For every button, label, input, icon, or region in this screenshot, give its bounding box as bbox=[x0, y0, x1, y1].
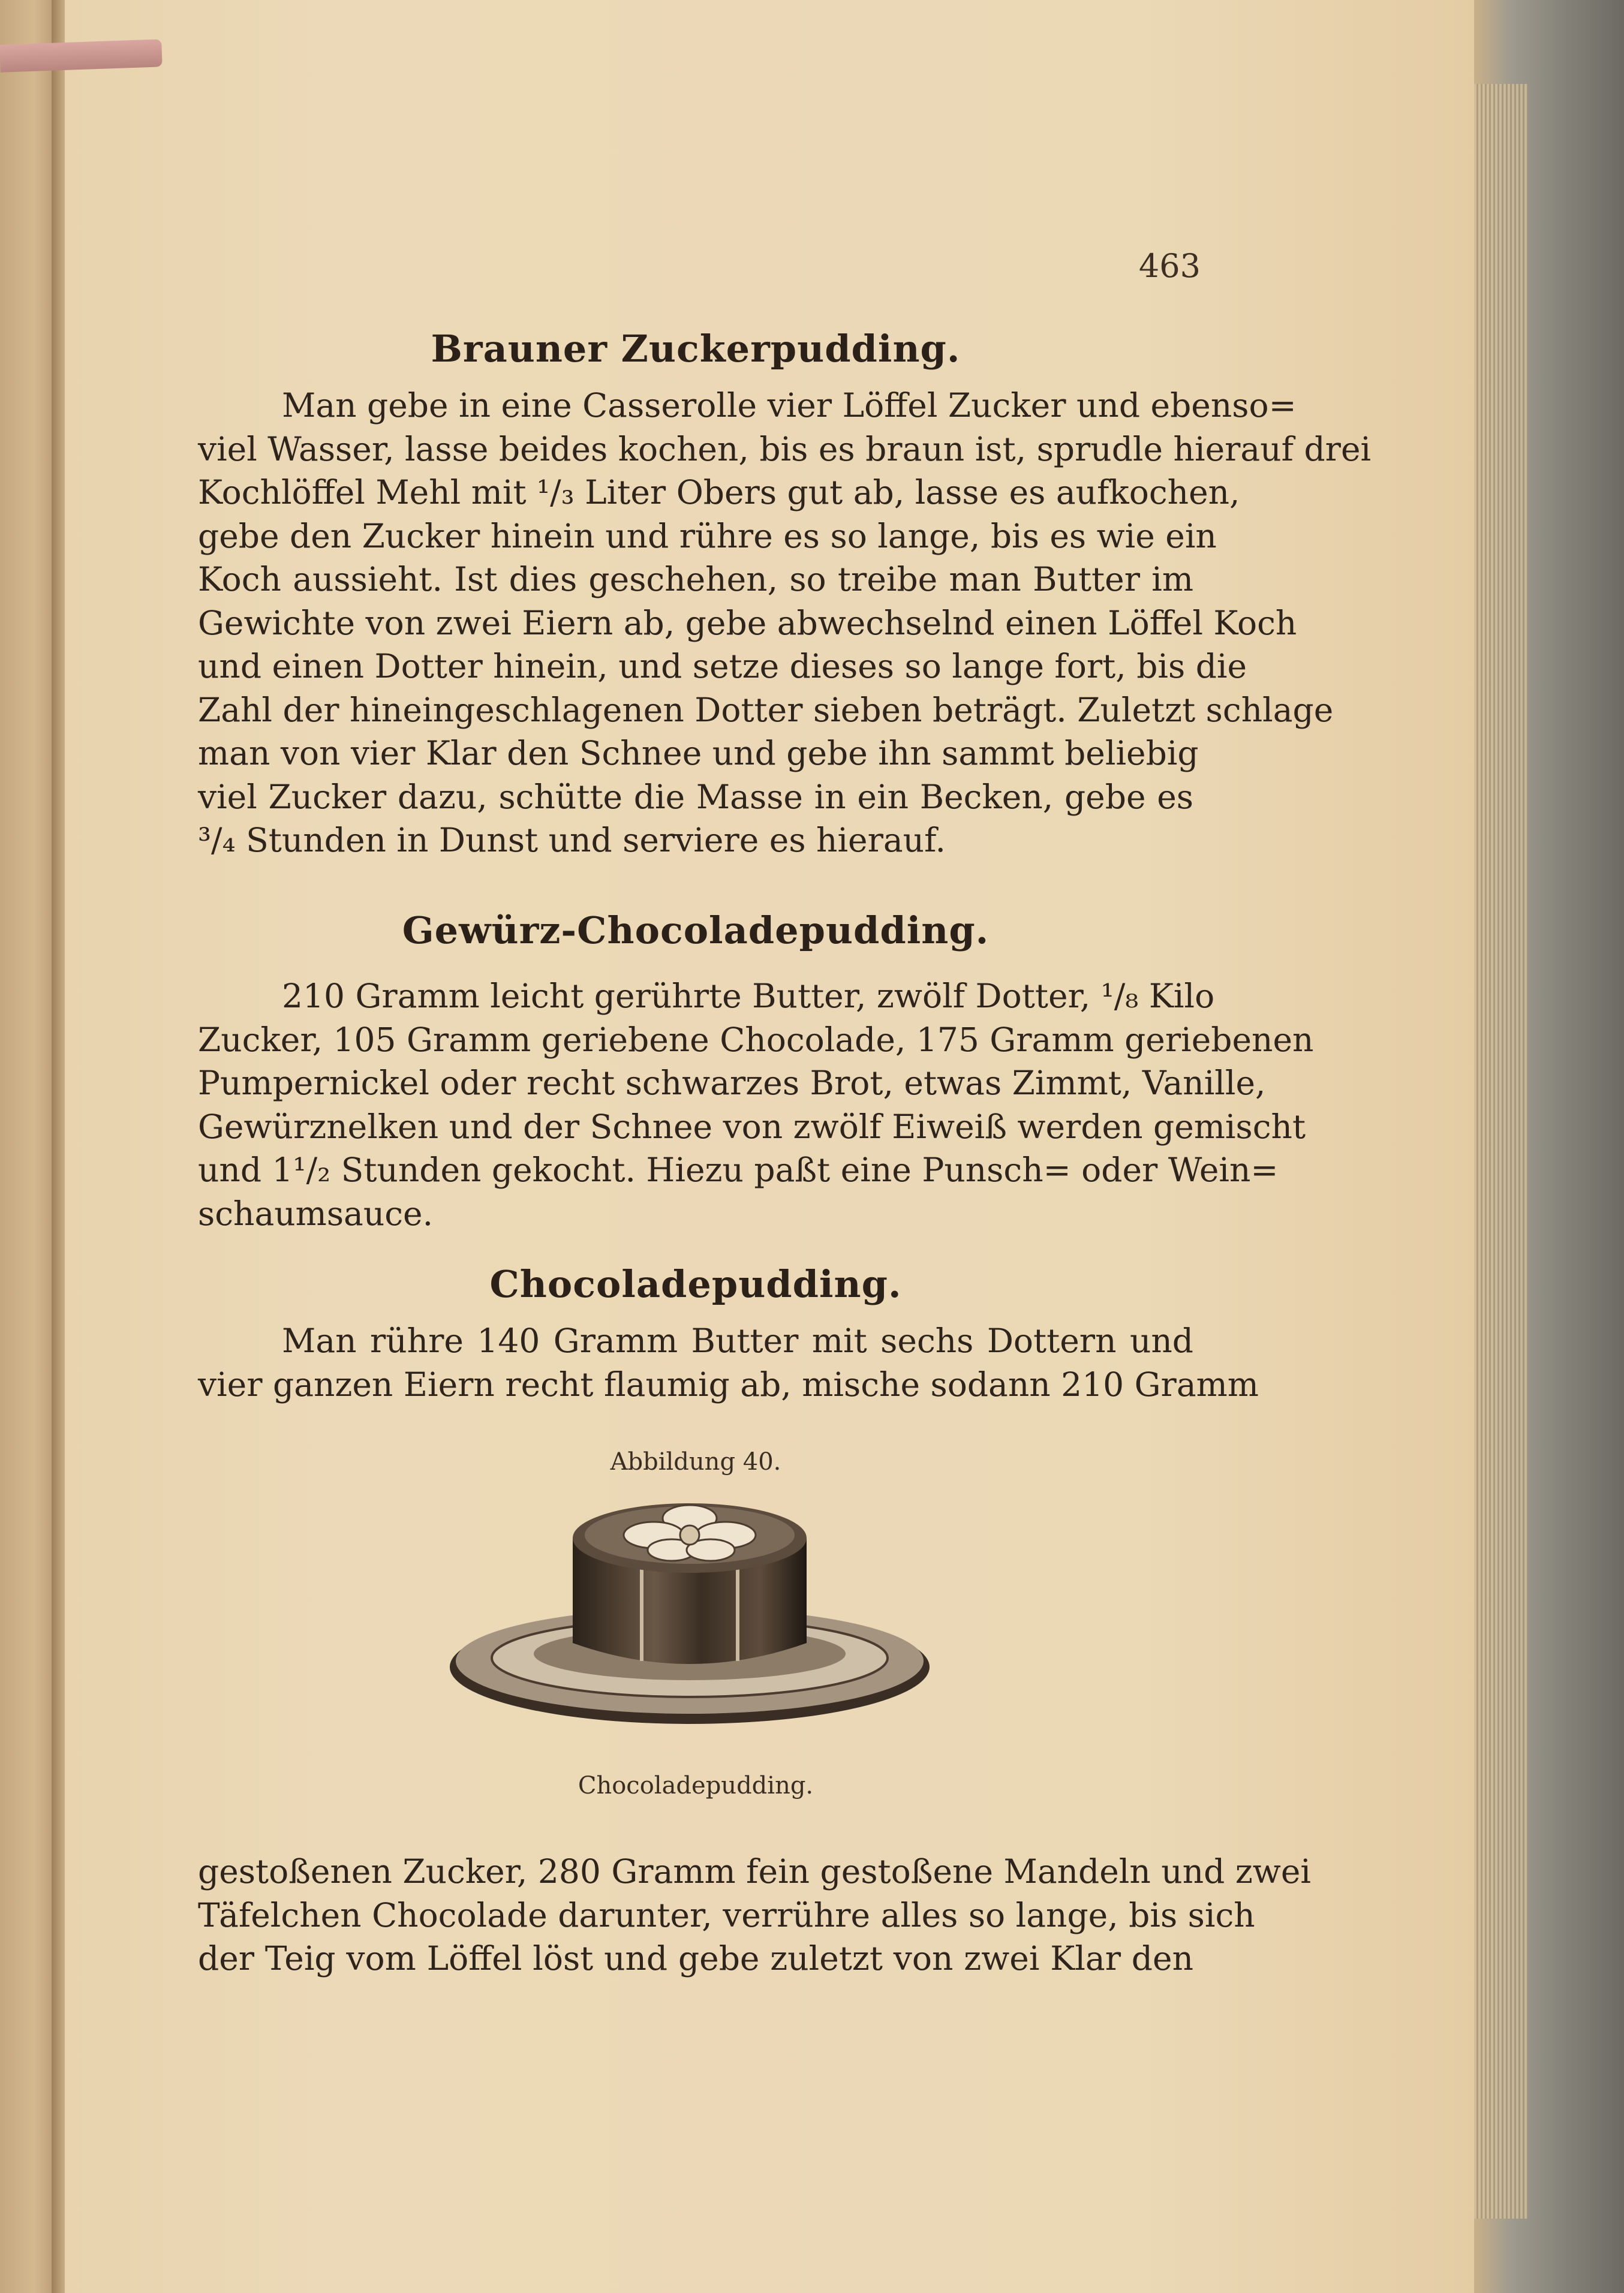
text-line: schaumsauce. bbox=[198, 1194, 434, 1233]
chocolate-pudding-illustration bbox=[438, 1493, 942, 1733]
text-line: gebe den Zucker hinein und rühre es so lange, bis es wie ein bbox=[198, 516, 1217, 555]
text-line: Gewürznelken und der Schnee von zwölf Eiweiß werden gemischt bbox=[198, 1107, 1306, 1146]
page-number: 463 bbox=[1138, 247, 1201, 285]
text-line: Zahl der hineingeschlagenen Dotter sieben beträgt. Zuletzt schlage bbox=[198, 690, 1334, 729]
text-line: Zucker, 105 Gramm geriebene Chocolade, 175 Gramm geriebenen bbox=[198, 1020, 1314, 1059]
text-line: Kochlöffel Mehl mit ¹/₃ Liter Obers gut ab, lasse es aufkochen, bbox=[198, 473, 1240, 511]
paragraph-brauner-zuckerpudding bbox=[198, 384, 1372, 862]
text-line: und einen Dotter hinein, und setze dieses so lange fort, bis die bbox=[198, 647, 1247, 685]
left-page-edge bbox=[0, 0, 57, 2293]
text-line: vier ganzen Eiern recht flaumig ab, mische sodann 210 Gramm bbox=[198, 1365, 1259, 1404]
paragraph-gewuerz-chocoladepudding bbox=[198, 974, 1314, 1235]
figure-title: Abbildung 40. bbox=[610, 1448, 781, 1476]
book-gutter bbox=[52, 0, 65, 2293]
text-line: Man gebe in eine Casserolle vier Löffel Zucker und ebenso= bbox=[282, 386, 1297, 425]
text-line: 210 Gramm leicht gerührte Butter, zwölf Dotter, ¹/₈ Kilo bbox=[282, 977, 1215, 1015]
text-line: Pumpernickel oder recht schwarzes Brot, etwas Zimmt, Vanille, bbox=[198, 1064, 1266, 1102]
text-line: ³/₄ Stunden in Dunst und serviere es hierauf. bbox=[198, 821, 946, 859]
heading-chocoladepudding: Chocoladepudding. bbox=[489, 1262, 902, 1306]
text-line: Koch aussieht. Ist dies geschehen, so treibe man Butter im bbox=[198, 560, 1193, 598]
figure-caption: Chocoladepudding. bbox=[578, 1772, 814, 1800]
bookmark-ribbon bbox=[0, 39, 163, 72]
text-line: viel Zucker dazu, schütte die Masse in ein Becken, gebe es bbox=[198, 777, 1193, 816]
text-line: Täfelchen Chocolade darunter, verrühre alles so lange, bis sich bbox=[198, 1895, 1255, 1934]
paragraph-chocoladepudding-start bbox=[198, 1319, 1259, 1406]
page-stack-lines bbox=[1474, 84, 1528, 2219]
text-line: man von vier Klar den Schnee und gebe ihn sammt beliebig bbox=[198, 734, 1199, 772]
paragraph-chocoladepudding-continued bbox=[198, 1850, 1312, 1981]
text-line: gestoßenen Zucker, 280 Gramm fein gestoßene Mandeln und zwei bbox=[198, 1852, 1312, 1891]
heading-gewuerz-chocoladepudding: Gewürz-Chocoladepudding. bbox=[402, 908, 990, 952]
heading-brauner-zuckerpudding: Brauner Zuckerpudding. bbox=[431, 327, 961, 371]
text-line: Man rühre 140 Gramm Butter mit sechs Dottern und bbox=[282, 1322, 1193, 1360]
text-line: und 1¹/₂ Stunden gekocht. Hiezu paßt eine Punsch= oder Wein= bbox=[198, 1151, 1279, 1189]
text-line: viel Wasser, lasse beides kochen, bis es braun ist, sprudle hierauf drei bbox=[198, 429, 1372, 468]
text-line: Gewichte von zwei Eiern ab, gebe abwechselnd einen Löffel Koch bbox=[198, 603, 1297, 642]
text-line: der Teig vom Löffel löst und gebe zuletzt von zwei Klar den bbox=[198, 1939, 1193, 1978]
